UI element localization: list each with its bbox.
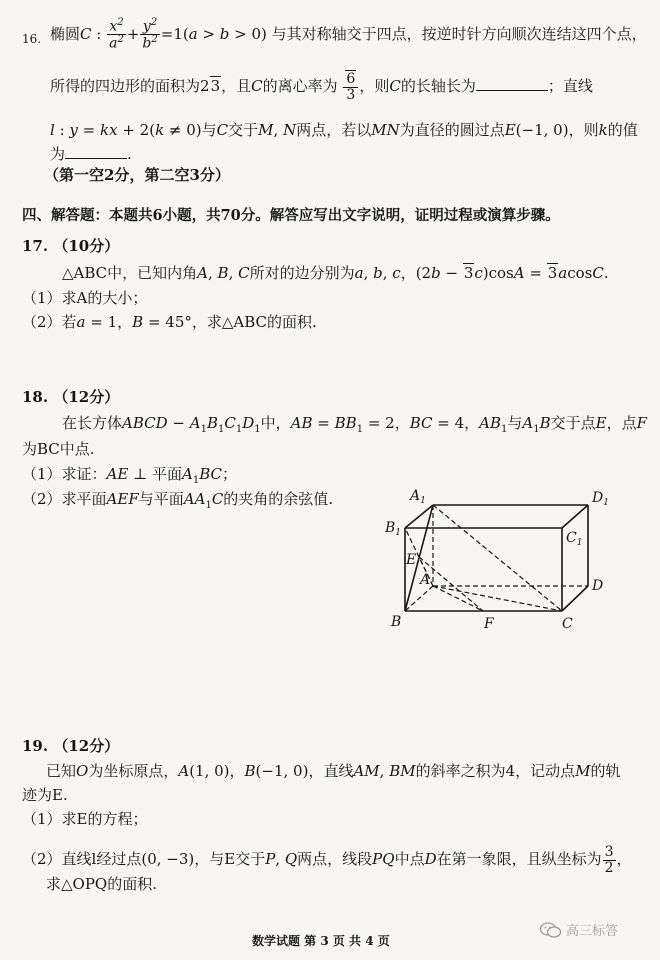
q19-text1d: 的斜率之积为4，记动点 [415,762,576,780]
q19-text1e: 的轨 [590,762,621,780]
label-D: D [592,578,604,594]
edge-D-C [562,586,588,611]
q18-sub2c: 的夹角的余弦值. [223,490,334,508]
edge-A1-B1 [405,505,433,528]
q16-score-note: （第一空2分，第二空3分） [44,166,230,184]
q17-header: 17. （10分） [22,237,120,255]
q16-line3-a: 与 [201,121,217,139]
q19-frac-3-2: $\frac{3}{2}$ [604,844,614,876]
q16-line2: 所得的四边形的面积为23，且C的离心率为 $\frac{6}{3}$ ，则C的长轴长为 ；直线 [50,71,593,103]
q19-sub2e: 在第一象限，且纵坐标为 [436,850,602,869]
q19-sub2c: 两点，线段 [297,850,373,869]
q16-line4-a: 为 [50,145,66,163]
q19-sub2a: （2）直线l经过点 [22,850,142,869]
watermark-text: 高三标答 [566,924,619,939]
q17-text1a: △ABC中，已知内角 [62,264,198,282]
q19-header: 19. （12分） [22,737,120,755]
q16-line2-c: 的离心率为 [262,77,338,96]
label-F: F [484,616,494,632]
cuboid-figure [380,480,620,640]
q18-text-line1: 在长方体ABCD − $A_1B_1C_1D_1$中，AB = $BB_1 = 2$，BC = 4，$AB_1$与$A_1B$交于点E，点F [62,414,648,435]
q19-text1b: 为坐标原点， [88,762,179,780]
label-E: E [406,552,417,568]
diag-A1-C [433,505,562,611]
q19-sub2d: 中点 [394,850,425,869]
q17-sub2: （2）若a = 1，B = 45°，求△ABC的面积. [22,313,317,331]
label-A1: $A_1$ [410,488,426,506]
q19-sub2-line2: 求△OPQ的面积. [46,875,157,893]
q16-line4 [50,143,132,164]
q16-line2-d: ，则 [359,77,390,96]
label-B: B [391,614,402,630]
q16-frac-eccentricity: $\frac{6}{3}$ [343,72,358,102]
q18-sub1b: 平面 [152,465,183,483]
label-C1: $C_1$ [566,530,583,548]
q16-line3-c: 两点，若以 [296,121,372,139]
q16-frac-y2b2: $\frac{y^2}{b^2}$ [142,17,158,52]
edge-D1-C1 [562,505,588,528]
label-D1: $D_1$ [592,490,609,508]
q19-sub2b: ，与E交于 [194,850,266,869]
q16-frac-x2a2: $\frac{x^2}{a^2}$ [109,17,124,52]
q16-answer-blank-2[interactable] [65,158,127,159]
q18-text1e: ，点 [606,414,637,432]
q17-text-line1: △ABC中，已知内角A, B, C所对的边分别为a, b, c，(2b − 3c)cosA = 3acosC. [62,264,609,282]
diag-A-C [433,586,562,611]
q18-text1a: 在长方体 [62,414,123,432]
q16-line2-f: ；直线 [547,77,593,96]
watermark [540,920,618,939]
q16-line1: 椭圆C : $\frac{x^2}{a^2}$ + $\frac{y^2}{b^2}$ =1(a > b > 0) 与其对称轴交于四点，按逆时针方向顺次连结这四个点， [50,17,647,52]
q19-text1c: ，直线 [308,762,354,780]
q16-line3-d: 为直径的圆过点 [399,121,505,139]
wechat-icon [540,921,562,939]
label-B1: $B_1$ [385,520,402,538]
label-A: A [420,572,431,588]
q16-line3: l : y = kx + 2(k ≠ 0)与C交于M, N两点，若以MN为直径的圆过点E(−1, 0)，则k的值 [50,121,638,139]
q16-line4-b: . [127,145,132,163]
q17-text1b: 所对的边分别为 [249,264,355,282]
page-footer: 数学试题 第 3 页 共 4 页 [252,934,390,948]
q16-line1-b: 与其对称轴交于四点，按逆时针方向顺次连结这四个点， [271,24,647,43]
q18-text1c: 与 [507,414,523,432]
q16-line3-f: 的值 [607,121,638,139]
q18-sub2: （2）求平面AEF与平面$AA_1C$的夹角的余弦值. [22,490,334,511]
q16-line3-e: ，则 [568,121,599,139]
q19-text-line2: 迹为E. [22,786,68,804]
q17-sub2a: （2）若 [22,313,77,331]
q17-sub2b: ，求△ABC的面积. [191,313,317,331]
q18-text-line2: 为BC中点. [22,440,95,458]
section4-title: 四、解答题：本题共6小题，共70分。解答应写出文字说明，证明过程或演算步骤。 [22,207,560,224]
q18-sub2a: （2）求平面 [22,490,107,508]
q16-line2-e: 的长轴长为 [400,77,476,96]
q19-text1a: 已知 [46,762,77,780]
q18-text1d: 交于点 [550,414,596,432]
q16-line2-b: ，且 [221,77,252,96]
q19-text-line1: 已知O为坐标原点，A(1, 0)，B(−1, 0)，直线AM, BM的斜率之积为4，记动点M的轨 [46,762,621,780]
q18-sub1: （1）求证：AE ⊥ 平面$A_1BC$； [22,465,238,486]
label-C: C [562,616,573,632]
q18-text1b: 中， [260,414,291,432]
q16-line3-b: 交于 [228,121,259,139]
q16-number: 16. [22,32,42,46]
q17-sub1: （1）求A的大小； [22,289,148,307]
q19-sub2: （2）直线l经过点(0, −3)，与E交于P, Q两点，线段PQ中点D在第一象限，且纵坐标为 $\frac{3}{2}$ ， [22,844,632,876]
q19-sub1: （1）求E的方程； [22,810,148,828]
q18-header: 18. （12分） [22,388,120,406]
q16-answer-blank-1[interactable] [476,90,548,91]
edge-A-B [405,586,433,611]
q16-line1-a: 椭圆 [50,24,81,43]
q16-line2-a: 所得的四边形的面积为 [50,77,201,96]
q18-sub2b: 与平面 [138,490,184,508]
q18-sub1a: （1）求证： [22,465,107,483]
